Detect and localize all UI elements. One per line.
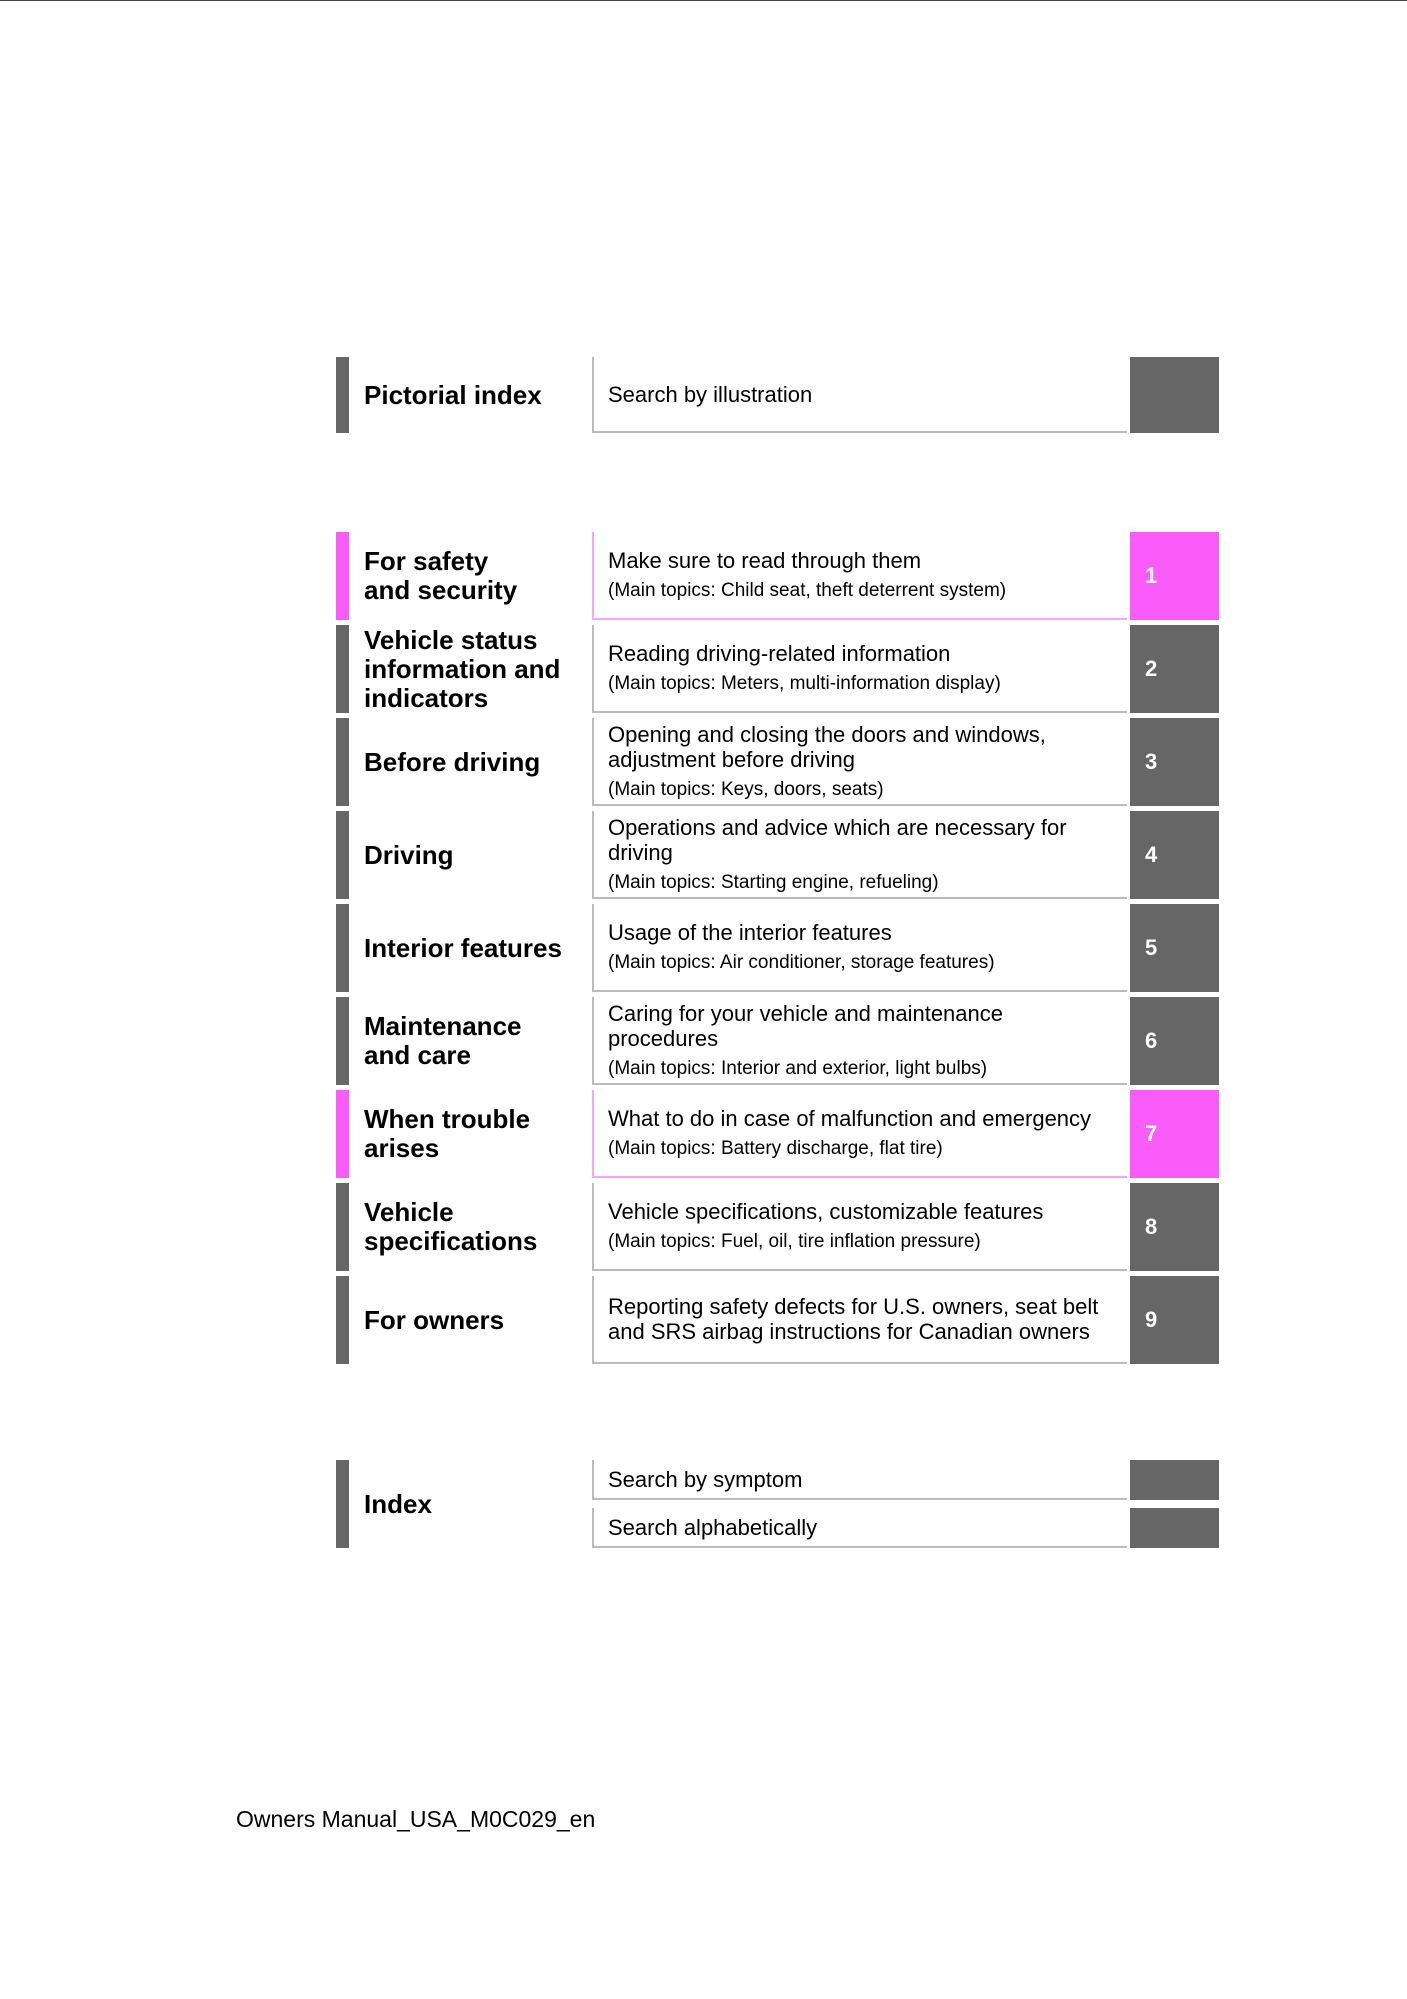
chapter-row-8[interactable] xyxy=(336,1183,1219,1271)
chapter-title: For owners xyxy=(364,1304,505,1335)
chapter-main-topics: (Main topics: Battery discharge, flat tire) xyxy=(608,1138,943,1159)
chapter-description-box xyxy=(592,532,1127,620)
chapter-description: Vehicle specifications, customizable features xyxy=(608,1199,1044,1224)
index-row-symptom[interactable] xyxy=(592,1460,1219,1500)
chapter-row-6[interactable] xyxy=(336,997,1219,1085)
chapter-main-topics: (Main topics: Fuel, oil, tire inflation pressure) xyxy=(608,1231,981,1252)
chapter-description: Operations and advice which are necessary for driving xyxy=(608,814,1067,865)
index-row-alphabetical[interactable] xyxy=(592,1508,1219,1548)
index-alphabetical-description: Search alphabetically xyxy=(608,1514,818,1540)
chapter-description-box xyxy=(592,1090,1127,1178)
chapter-side-bar xyxy=(336,532,349,620)
chapter-side-bar xyxy=(336,1183,349,1271)
chapter-main-topics: (Main topics: Child seat, theft deterrent system) xyxy=(608,580,1007,601)
chapter-side-bar xyxy=(336,997,349,1085)
chapter-description-box xyxy=(592,718,1127,806)
pictorial-index-bar xyxy=(336,357,349,433)
chapter-description-box xyxy=(592,997,1127,1085)
chapter-description-box xyxy=(592,1276,1127,1364)
chapter-description: Usage of the interior features xyxy=(608,920,892,945)
index-symptom-box xyxy=(592,1460,1127,1500)
index-symptom-description: Search by symptom xyxy=(608,1466,803,1492)
pictorial-index-description: Search by illustration xyxy=(608,381,813,407)
chapter-number-tab[interactable]: 3 xyxy=(1130,718,1219,806)
chapter-description: What to do in case of malfunction and emergency xyxy=(608,1106,1092,1131)
chapter-main-topics: (Main topics: Keys, doors, seats) xyxy=(608,778,884,800)
index-alphabetical-box xyxy=(592,1508,1127,1548)
chapter-number-tab[interactable]: 9 xyxy=(1130,1276,1219,1364)
pictorial-index-title: Pictorial index xyxy=(364,379,542,410)
chapter-title: Maintenance and care xyxy=(364,1011,522,1070)
chapter-row-7[interactable] xyxy=(336,1090,1219,1178)
chapter-description-box xyxy=(592,904,1127,992)
index-title: Index xyxy=(364,1488,432,1519)
chapter-description: Make sure to read through them xyxy=(608,548,922,573)
chapter-description-box xyxy=(592,1183,1127,1271)
index-alphabetical-tab[interactable] xyxy=(1130,1508,1219,1548)
chapter-number-tab[interactable]: 1 xyxy=(1130,532,1219,620)
chapter-side-bar xyxy=(336,1276,349,1364)
chapter-number-tab[interactable]: 4 xyxy=(1130,811,1219,899)
chapter-main-topics: (Main topics: Starting engine, refueling) xyxy=(608,871,939,893)
chapter-description: Reporting safety defects for U.S. owners, seat belt and SRS airbag instructions for Canadian owners xyxy=(608,1294,1099,1344)
chapter-number-tab[interactable]: 2 xyxy=(1130,625,1219,713)
chapter-description: Reading driving-related information xyxy=(608,641,951,666)
chapter-title: Driving xyxy=(364,839,454,870)
chapter-side-bar xyxy=(336,718,349,806)
chapter-title: Interior features xyxy=(364,932,562,963)
chapter-side-bar xyxy=(336,904,349,992)
chapter-description: Opening and closing the doors and windows, adjustment before driving xyxy=(608,721,1046,772)
chapter-row-2[interactable] xyxy=(336,625,1219,713)
chapter-number-tab[interactable]: 8 xyxy=(1130,1183,1219,1271)
chapter-side-bar xyxy=(336,811,349,899)
chapter-row-3[interactable] xyxy=(336,718,1219,806)
chapter-description-box xyxy=(592,625,1127,713)
pictorial-index-description-box xyxy=(592,357,1127,433)
index-symptom-tab[interactable] xyxy=(1130,1460,1219,1500)
chapter-main-topics: (Main topics: Air conditioner, storage features) xyxy=(608,952,995,973)
chapter-row-1[interactable] xyxy=(336,532,1219,620)
chapter-row-9[interactable] xyxy=(336,1276,1219,1364)
chapter-title: For safety and security xyxy=(364,546,518,605)
chapter-main-topics: (Main topics: Interior and exterior, light bulbs) xyxy=(608,1057,988,1079)
chapter-number-tab[interactable]: 7 xyxy=(1130,1090,1219,1178)
chapter-number-tab[interactable]: 6 xyxy=(1130,997,1219,1085)
pictorial-index-row[interactable] xyxy=(336,357,1219,433)
index-bar xyxy=(336,1460,349,1548)
chapter-title: When trouble arises xyxy=(364,1104,531,1163)
chapter-description-box xyxy=(592,811,1127,899)
document-footer: Owners Manual_USA_M0C029_en xyxy=(236,1806,596,1832)
chapter-row-4[interactable] xyxy=(336,811,1219,899)
pictorial-index-tab[interactable] xyxy=(1130,357,1219,433)
chapter-side-bar xyxy=(336,625,349,713)
chapter-title: Before driving xyxy=(364,746,541,777)
chapter-side-bar xyxy=(336,1090,349,1178)
chapter-main-topics: (Main topics: Meters, multi-information display) xyxy=(608,673,1001,694)
chapter-row-5[interactable] xyxy=(336,904,1219,992)
chapter-description: Caring for your vehicle and maintenance procedures xyxy=(608,1000,1004,1051)
chapter-title: Vehicle status information and indicators xyxy=(364,624,561,713)
chapter-title: Vehicle specifications xyxy=(364,1197,538,1256)
top-rule xyxy=(0,0,1407,1)
chapter-number-tab[interactable]: 5 xyxy=(1130,904,1219,992)
